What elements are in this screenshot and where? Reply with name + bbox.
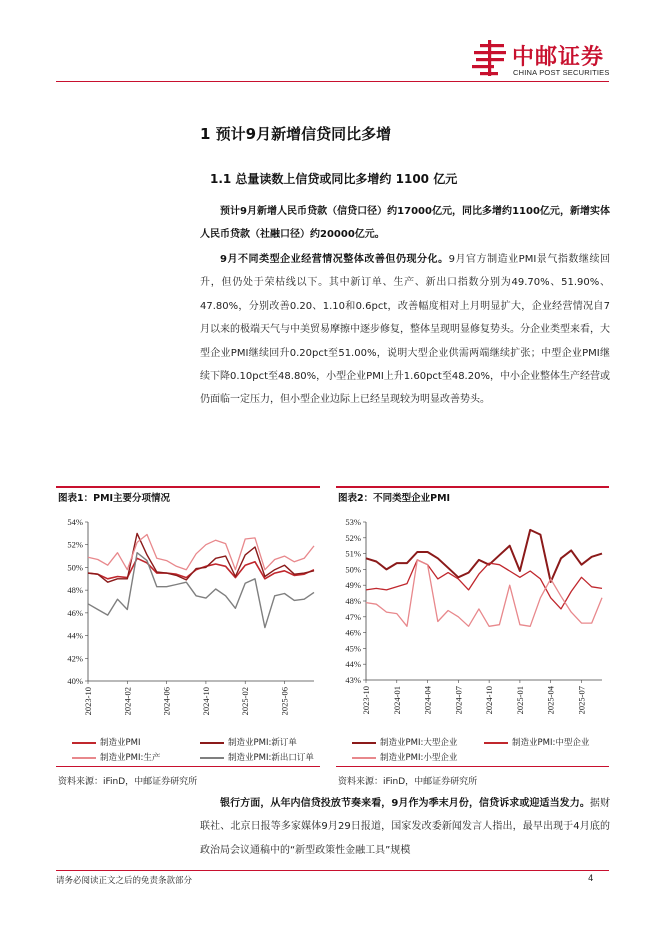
figure1-legend-item-3 <box>72 751 160 763</box>
figure2-source: 资料来源：iFinD，中邮证券研究所 <box>338 777 478 787</box>
logo-english-name: CHINA POST SECURITIES <box>513 68 610 77</box>
chart1-series-line-4 <box>88 553 314 628</box>
figure2-top-rule <box>336 486 609 488</box>
figure2-title: 图表2：不同类型企业PMI <box>338 493 451 504</box>
paragraph-pmi-analysis <box>200 248 610 412</box>
x-tick-label: 2023-10 <box>83 687 93 716</box>
figure1-chart <box>56 508 320 730</box>
figure2-legend-item-1 <box>352 736 457 748</box>
figure2-bottom-rule <box>336 766 609 767</box>
x-tick-label: 2024-07 <box>453 686 464 715</box>
footer-disclaimer: 请务必阅读正文之后的免责条款部分 <box>56 876 193 886</box>
y-tick-label: 49% <box>345 580 361 591</box>
figure1-top-rule <box>56 486 320 488</box>
x-tick-label: 2024-01 <box>391 686 402 715</box>
paragraph-loan-forecast-bold: 预计9月新增人民币贷款（信贷口径）约17000亿元，同比多增约1100亿元，新增实体人民币贷款（社融口径）约20000亿元。 <box>200 206 610 241</box>
figure1-title: 图表1：PMI主要分项情况 <box>58 493 171 504</box>
figure1-source: 资料来源：iFinD，中邮证券研究所 <box>58 777 198 787</box>
figure2-legend-label-2: 制造业PMI:中型企业 <box>512 738 590 748</box>
figure2-legend-item-2 <box>484 736 589 748</box>
x-tick-label: 2024-04 <box>422 686 433 715</box>
figure1-bottom-rule <box>56 766 320 767</box>
paragraph-pmi-body: 9月官方制造业PMI景气指数继续回升，但仍处于荣枯线以下。其中新订单、生产、新出口指数分别为49.70%、51.90%、47.80%，分别改善0.20、1.10和0.6pct，改善幅度相对上月明显扩大，企业经营情况自7月以来的极端天气与中美贸易摩擦中逐步修复，整体呈现明显修复势头。分企业类型来看，大型企业PMI继续回升0.20pct至51.00%，说明大型企业供需两端继续扩张；中型企业PMI继续下降0.10pct至48.80%，小型企业PMI上升1.60pct至48.20%，中小企业整体生产经营或仍面临一定压力，但小型企业边际上已经呈现较为明显改善势头。 <box>200 254 610 406</box>
y-tick-label: 40% <box>67 676 83 686</box>
footer-divider <box>56 870 609 871</box>
y-tick-label: 44% <box>345 659 361 670</box>
y-tick-label: 46% <box>67 607 83 618</box>
figure1-legend-item-1 <box>72 736 140 748</box>
paragraph-loan-forecast <box>200 200 610 247</box>
paragraph-pmi-lead: 9月不同类型企业经营情况整体改善但仍现分化。 <box>220 254 449 265</box>
subsection-heading: 1.1 总量读数上信贷或同比多增约 1100 亿元 <box>210 172 458 186</box>
figure2-legend-label-3: 制造业PMI:小型企业 <box>380 753 458 763</box>
y-tick-label: 44% <box>67 630 83 641</box>
y-tick-label: 50% <box>67 562 83 573</box>
figure1-legend-item-4 <box>200 751 314 763</box>
x-tick-label: 2025-02 <box>240 687 251 716</box>
figure2-chart <box>336 508 609 730</box>
header-divider <box>56 81 609 82</box>
paragraph-bank-credit <box>200 792 610 862</box>
x-tick-label: 2024-10 <box>200 687 211 716</box>
y-tick-label: 50% <box>345 564 361 575</box>
figure2-legend-item-3 <box>352 751 457 763</box>
section-heading: 1 预计9月新增信贷同比多增 <box>200 125 392 143</box>
x-tick-label: 2025-07 <box>576 686 587 715</box>
y-tick-label: 47% <box>345 611 361 622</box>
chart2-series-line-2 <box>366 560 602 609</box>
chart2-series-line-3 <box>366 560 602 626</box>
y-tick-label: 42% <box>67 653 83 664</box>
y-tick-label: 53% <box>345 517 361 527</box>
paragraph-bank-lead: 银行方面，从年内信贷投放节奏来看，9月作为季末月份，信贷诉求或迎适当发力。 <box>220 798 590 809</box>
figure1-legend-label-4: 制造业PMI:新出口订单 <box>228 753 314 763</box>
y-tick-label: 54% <box>67 517 83 527</box>
y-tick-label: 48% <box>345 596 361 606</box>
x-tick-label: 2025-04 <box>545 686 556 715</box>
chart1-series-line-3 <box>88 535 314 570</box>
y-tick-label: 51% <box>345 548 361 559</box>
paragraph-bank-body: 据财联社、北京日报等多家媒体9月29日报道，国家发改委新闻发言人指出，最早出现于4月底的政治局会议通稿中的“新型政策性金融工具”规模 <box>200 798 611 856</box>
chart2-series-line-1 <box>366 530 602 582</box>
logo-chinese-name: 中邮证券 <box>512 45 605 70</box>
figure1-legend-label-2: 制造业PMI:新订单 <box>228 738 297 748</box>
figure1-legend-label-3: 制造业PMI:生产 <box>100 753 161 763</box>
x-tick-label: 2025-06 <box>279 687 290 716</box>
x-tick-label: 2023-10 <box>361 686 371 715</box>
x-tick-label: 2024-10 <box>484 686 495 715</box>
y-tick-label: 45% <box>345 643 361 654</box>
page-number: 4 <box>588 874 594 884</box>
y-tick-label: 46% <box>345 627 361 638</box>
figure1-legend-item-2 <box>200 736 297 748</box>
y-tick-label: 43% <box>345 675 361 685</box>
x-tick-label: 2024-06 <box>161 687 172 716</box>
y-tick-label: 52% <box>345 532 361 543</box>
x-tick-label: 2025-01 <box>514 686 525 715</box>
figure1-legend-label-1: 制造业PMI <box>100 738 141 748</box>
y-tick-label: 48% <box>67 585 83 596</box>
figure2-legend-label-1: 制造业PMI:大型企业 <box>380 738 458 748</box>
x-tick-label: 2024-02 <box>122 687 133 716</box>
y-tick-label: 52% <box>67 539 83 550</box>
